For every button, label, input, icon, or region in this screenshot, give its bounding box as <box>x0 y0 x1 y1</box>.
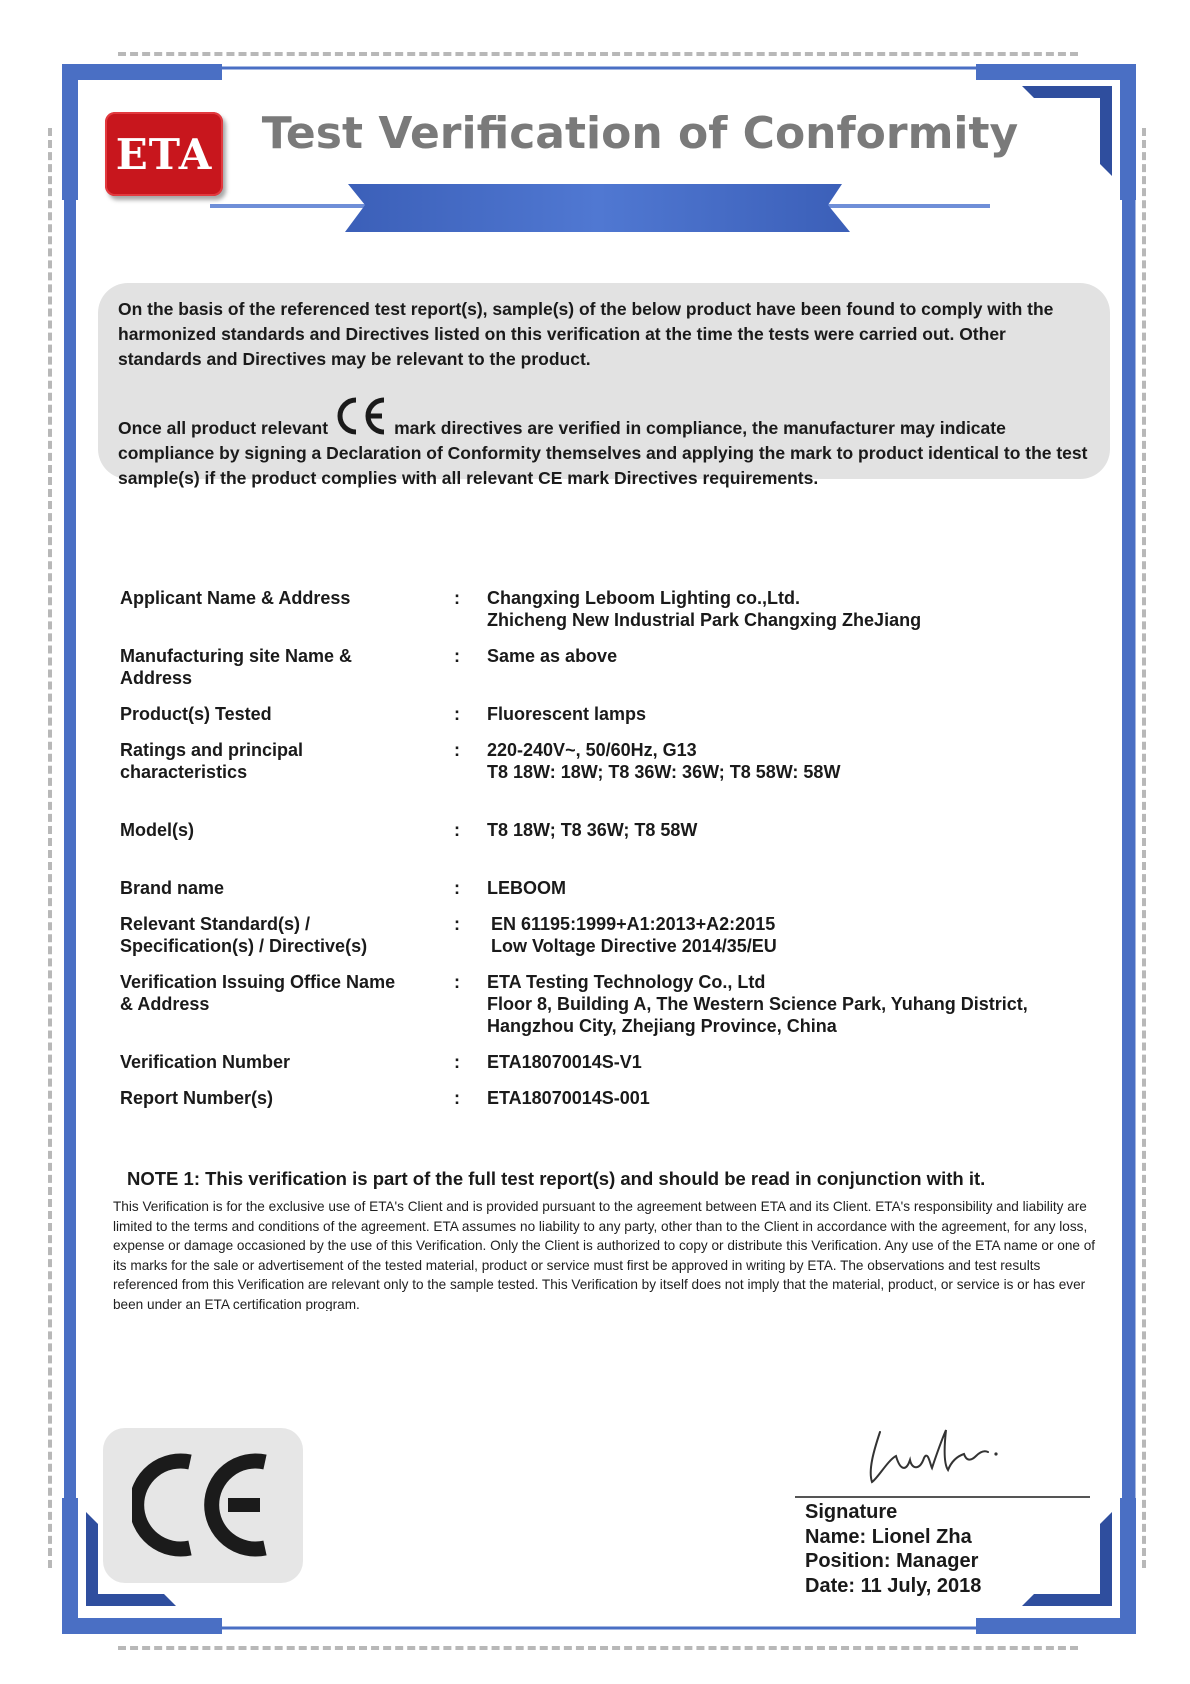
intro-panel <box>98 283 1110 488</box>
field-value: 220-240V~, 50/60Hz, G13 <box>487 740 697 760</box>
field-value: LEBOOM <box>487 878 566 898</box>
field-value: T8 18W: 18W; T8 36W: 36W; T8 58W: 58W <box>487 762 841 782</box>
signature-block <box>805 1500 981 1598</box>
field-label: Product(s) Tested <box>120 704 272 724</box>
intro-paragraph-2-end: mark directives are verified in compliance, the manufacturer may indicate compliance by signing a Declaration of Conformity themselves and applying the mark to product identical to the test sample(s) if the product complies with all relevant CE mark Directives requirements. <box>118 418 1088 488</box>
ce-mark-icon <box>332 394 390 438</box>
ce-mark-icon <box>132 1448 272 1562</box>
field-label: Brand name <box>120 878 225 898</box>
field-value: T8 18W; T8 36W; T8 58W <box>487 820 698 840</box>
field-label: Address <box>120 668 193 688</box>
signature-line <box>795 1496 1090 1498</box>
field-row-ratings <box>120 739 1080 783</box>
field-colon: : <box>454 588 460 608</box>
disclaimer-text: This Verification is for the exclusive use of ETA's Client and is provided pursuant to the agreement between ETA and its Client. ETA's responsibility and liability are limited to the terms and conditions of the agreement. ETA assumes no liability to any party, other than to the Client in accordance with the agreement, for any loss, expense or damage occasioned by the use of this Verification. Only the Client is authorized to copy or distribute this Verification. Any use of the ETA name or one of its marks for the sale or advertisement of the tested material, product or service must first be approved in writing by ETA. The observations and test results referenced from this Verification are relevant only to the sample tested. This Verification by itself does not imply that the material, product, or service is or has ever been under an ETA certification program. <box>113 1199 1096 1311</box>
page-title: Test Verification of Conformity <box>261 108 1019 159</box>
eta-logo <box>105 112 223 196</box>
field-value: Floor 8, Building A, The Western Science Park, Yuhang District, <box>487 994 1028 1014</box>
field-value: Changxing Leboom Lighting co.,Ltd. <box>487 588 800 608</box>
field-row-manufacturing-site <box>120 645 1080 689</box>
signatory-position: Position: Manager <box>805 1550 979 1572</box>
ce-mark-panel <box>103 1428 303 1583</box>
handwritten-signature <box>860 1420 1010 1490</box>
intro-paragraph-2 <box>118 394 1090 491</box>
field-value: EN 61195:1999+A1:2013+A2:2015 <box>491 914 776 934</box>
field-colon: : <box>454 740 460 760</box>
field-label: Verification Number <box>120 1052 291 1072</box>
note-heading: NOTE 1: This verification is part of the full test report(s) and should be read in conjunction with it. <box>127 1168 986 1189</box>
field-value: Low Voltage Directive 2014/35/EU <box>491 936 777 956</box>
field-row-standards <box>120 913 1080 957</box>
field-label: Relevant Standard(s) / <box>120 914 311 934</box>
signatory-name: Name: Lionel Zha <box>805 1525 972 1548</box>
field-colon: : <box>454 1052 460 1072</box>
field-value: ETA Testing Technology Co., Ltd <box>487 972 766 992</box>
eta-logo-text: ETA <box>115 129 213 179</box>
field-value: ETA18070014S-V1 <box>487 1052 642 1072</box>
field-colon: : <box>454 972 460 992</box>
field-value: Hangzhou City, Zhejiang Province, China <box>487 1016 837 1036</box>
field-row-applicant <box>120 587 1080 631</box>
field-colon: : <box>454 1088 460 1108</box>
field-label: Applicant Name & Address <box>120 588 351 608</box>
field-value: Zhicheng New Industrial Park Changxing ZheJiang <box>487 610 922 630</box>
field-colon: : <box>454 704 460 724</box>
field-colon: : <box>454 878 460 898</box>
field-value: Fluorescent lamps <box>487 704 647 724</box>
field-row-models <box>120 819 1080 841</box>
field-row-issuing-office <box>120 971 1080 1037</box>
field-label: Report Number(s) <box>120 1088 274 1108</box>
field-value: Same as above <box>487 646 618 666</box>
field-row-products-tested <box>120 703 1080 725</box>
field-colon: : <box>454 646 460 666</box>
field-label: Specification(s) / Directive(s) <box>120 936 368 956</box>
field-row-report-numbers <box>120 1087 1080 1109</box>
field-row-brand <box>120 877 1080 899</box>
field-label: Model(s) <box>120 820 194 840</box>
field-colon: : <box>454 914 460 934</box>
field-value: ETA18070014S-001 <box>487 1088 650 1108</box>
field-label: Manufacturing site Name & <box>120 646 353 666</box>
intro-paragraph-1: On the basis of the referenced test report(s), sample(s) of the below product have been found to comply with the harmonized standards and Directives listed on this verification at the time the tests were carried out. Other standards and Directives may be relevant to the product. <box>118 299 1054 369</box>
field-label: characteristics <box>120 762 248 782</box>
field-colon: : <box>454 820 460 840</box>
intro-paragraph-2-start: Once all product relevant <box>118 418 329 438</box>
signature-label: Signature <box>805 1501 898 1523</box>
field-label: Verification Issuing Office Name <box>120 972 396 992</box>
signature-date: Date: 11 July, 2018 <box>805 1574 982 1597</box>
field-row-verification-number <box>120 1051 1080 1073</box>
field-label: & Address <box>120 994 210 1014</box>
field-label: Ratings and principal <box>120 740 304 760</box>
